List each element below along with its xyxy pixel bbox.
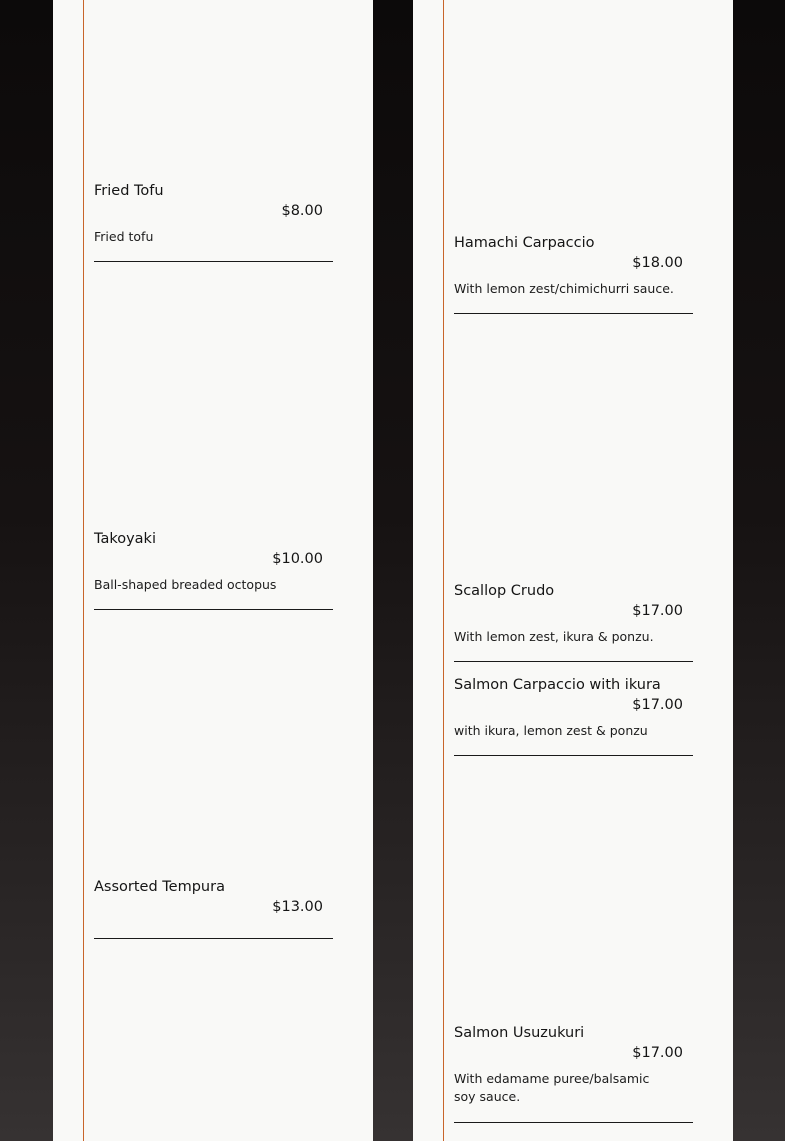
menu-item-name: Scallop Crudo — [454, 583, 555, 599]
menu-item-price: $17.00 — [632, 697, 683, 713]
menu-item-price: $8.00 — [281, 203, 323, 219]
menu-item-name: Hamachi Carpaccio — [454, 235, 595, 251]
menu-panel-right — [413, 0, 733, 1141]
menu-item-description: Fried tofu — [94, 229, 154, 244]
menu-item-name: Salmon Usuzukuri — [454, 1025, 585, 1041]
item-divider — [454, 661, 693, 662]
menu-item-description: Ball-shaped breaded octopus — [94, 577, 277, 592]
menu-item-description: with ikura, lemon zest & ponzu — [454, 723, 648, 738]
menu-item-name: Takoyaki — [94, 531, 156, 547]
item-divider — [454, 1122, 693, 1123]
menu-item-price: $10.00 — [272, 551, 323, 567]
menu-item-description: With lemon zest, ikura & ponzu. — [454, 629, 654, 644]
menu-item-name: Assorted Tempura — [94, 879, 225, 895]
item-divider — [94, 261, 333, 262]
menu-panel-left — [53, 0, 373, 1141]
item-divider — [94, 938, 333, 939]
menu-item-price: $17.00 — [632, 1045, 683, 1061]
menu-item-name: Salmon Carpaccio with ikura — [454, 677, 661, 693]
item-divider — [94, 609, 333, 610]
item-divider — [454, 755, 693, 756]
menu-item-price: $13.00 — [272, 899, 323, 915]
accent-vertical-rule — [83, 0, 84, 1141]
menu-item-description: With lemon zest/chimichurri sauce. — [454, 281, 674, 296]
menu-item-description: With edamame puree/balsamic soy sauce. — [454, 1071, 650, 1104]
item-divider — [454, 313, 693, 314]
menu-item-price: $17.00 — [632, 603, 683, 619]
accent-vertical-rule — [443, 0, 444, 1141]
menu-item-name: Fried Tofu — [94, 183, 164, 199]
menu-item-price: $18.00 — [632, 255, 683, 271]
